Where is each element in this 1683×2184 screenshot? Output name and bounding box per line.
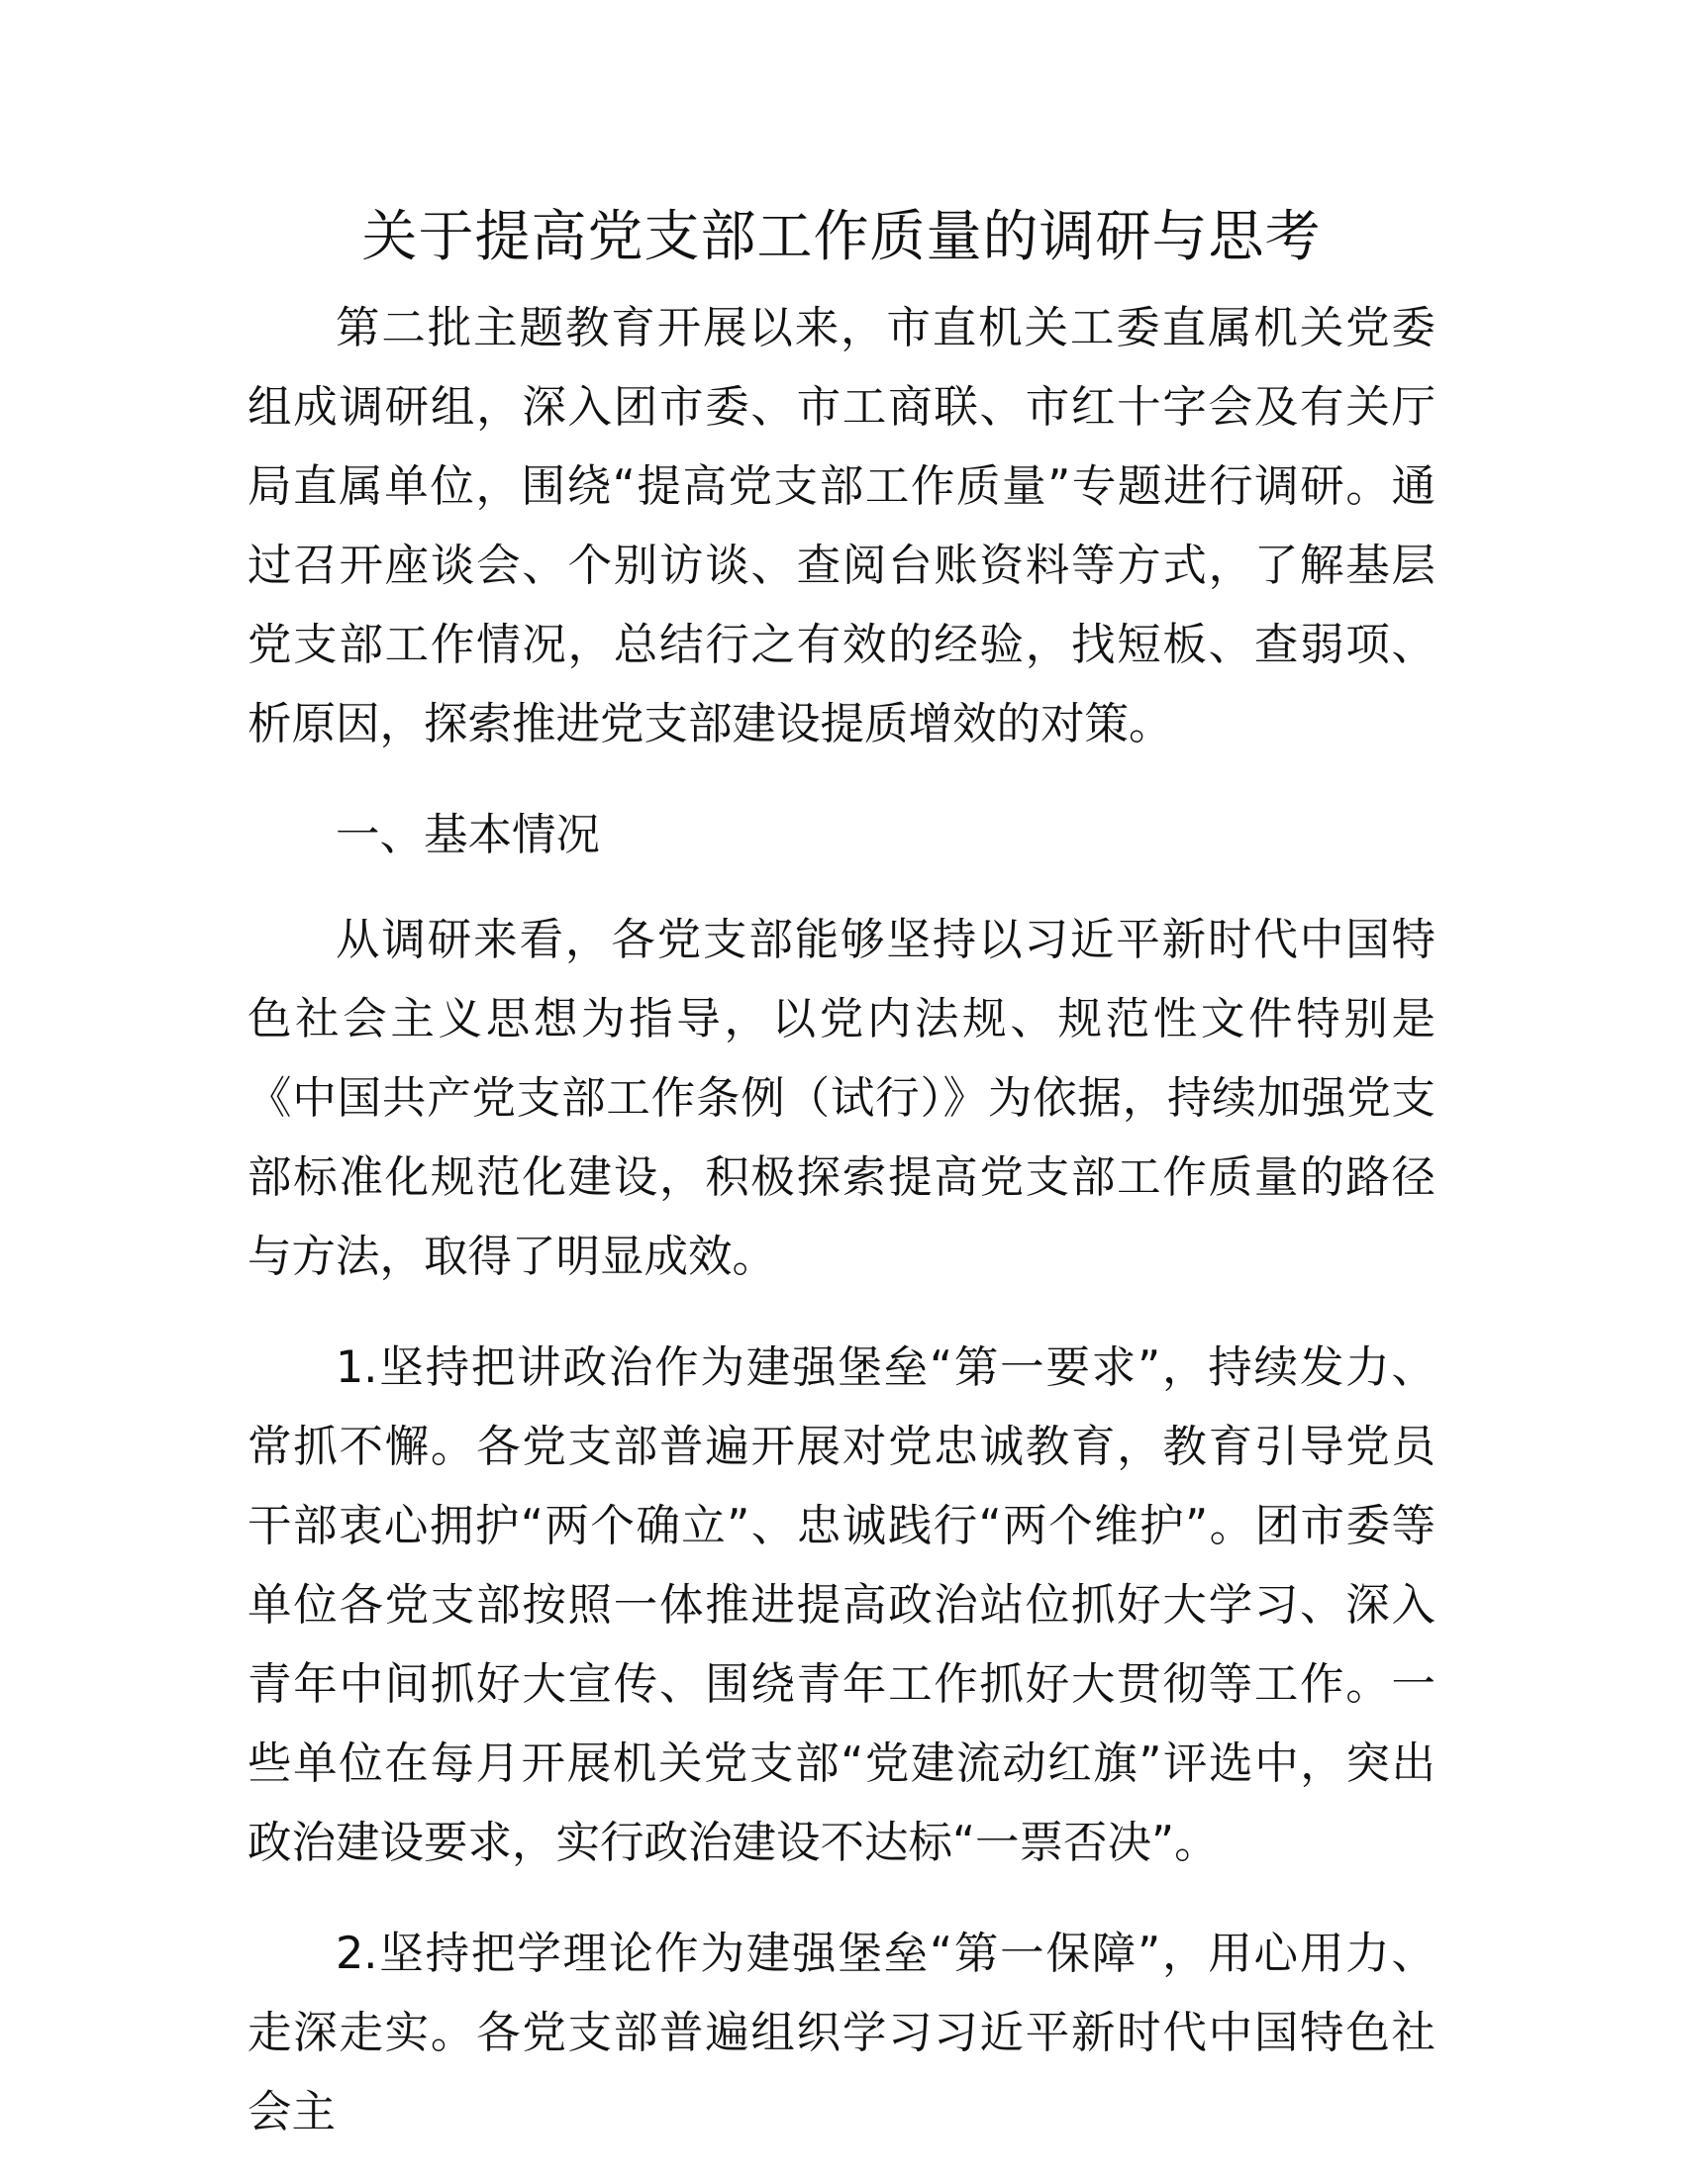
point-2-paragraph: 2.坚持把学理论作为建强堡垒“第一保障”，用心用力、走深走实。各党支部普遍组织学习习近平新时代中国特色社会主 <box>248 1929 1436 2137</box>
overview-paragraph: 从调研来看，各党支部能够坚持以习近平新时代中国特色社会主义思想为指导，以党内法规、规范性文件特别是《中国共产党支部工作条例（试行）》为依据，持续加强党支部标准化规范化建设，积极探索提高党支部工作质量的路径与方法，取得了明显成效。 <box>248 915 1436 1282</box>
document-title: 关于提高党支部工作质量的调研与思考 <box>361 205 1322 269</box>
intro-paragraph: 第二批主题教育开展以来，市直机关工委直属机关党委组成调研组，深入团市委、市工商联、市红十字会及有关厅局直属单位，围绕“提高党支部工作质量”专题进行调研。通过召开座谈会、个别访谈、查阅台账资料等方式，了解基层党支部工作情况，总结行之有效的经验，找短板、查弱项、析原因，探索推进党支部建设提质增效的对策。 <box>248 303 1436 749</box>
document-body <box>248 289 1436 2184</box>
point-1-paragraph: 1.坚持把讲政治作为建强堡垒“第一要求”，持续发力、常抓不懈。各党支部普遍开展对党忠诚教育，教育引导党员干部衷心拥护“两个确立”、忠诚践行“两个维护”。团市委等单位各党支部按照一体推进提高政治站位抓好大学习、深入青年中间抓好大宣传、围绕青年工作抓好大贯彻等工作。一些单位在每月开展机关党支部“党建流动红旗”评选中，突出政治建设要求，实行政治建设不达标“一票否决”。 <box>248 1342 1436 1868</box>
section-heading-basic-situation: 一、基本情况 <box>336 810 601 860</box>
